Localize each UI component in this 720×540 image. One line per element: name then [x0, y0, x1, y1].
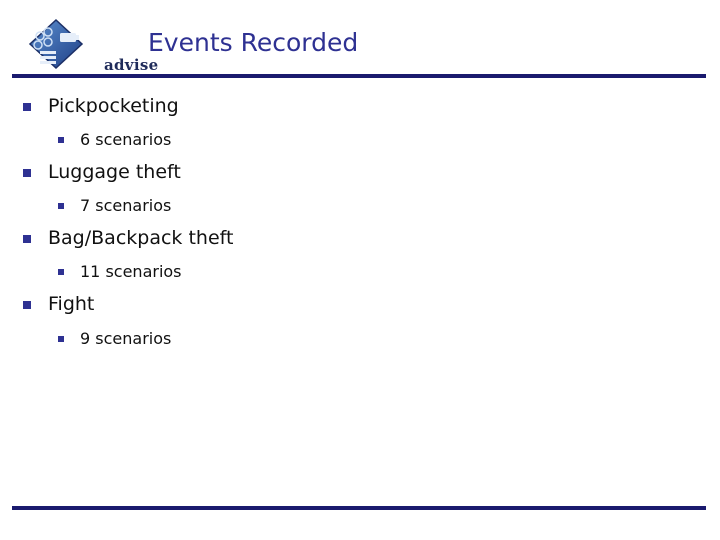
- logo-text: advise: [104, 56, 159, 74]
- sub-list-item: 9 scenarios: [80, 329, 172, 348]
- bullet-marker: [23, 301, 31, 309]
- bullet-marker: [23, 169, 31, 177]
- page-title: Events Recorded: [148, 28, 359, 57]
- advise-logo: [26, 18, 159, 74]
- sub-bullet-marker: [58, 269, 64, 275]
- list-item: Bag/Backpack theft: [48, 227, 234, 249]
- bottom-divider: [12, 506, 706, 510]
- sub-bullet-marker: [58, 336, 64, 342]
- sub-list-item: 7 scenarios: [80, 196, 172, 215]
- sub-bullet-marker: [58, 137, 64, 143]
- advise-logo-icon: [26, 18, 86, 70]
- sub-bullet-marker: [58, 203, 64, 209]
- sub-list-item: 6 scenarios: [80, 130, 172, 149]
- sub-list-item: 11 scenarios: [80, 262, 182, 281]
- list-item: Pickpocketing: [48, 95, 179, 117]
- bullet-marker: [23, 235, 31, 243]
- list-item: Fight: [48, 293, 95, 315]
- top-divider: [12, 74, 706, 78]
- list-item: Luggage theft: [48, 161, 181, 183]
- bullet-marker: [23, 103, 31, 111]
